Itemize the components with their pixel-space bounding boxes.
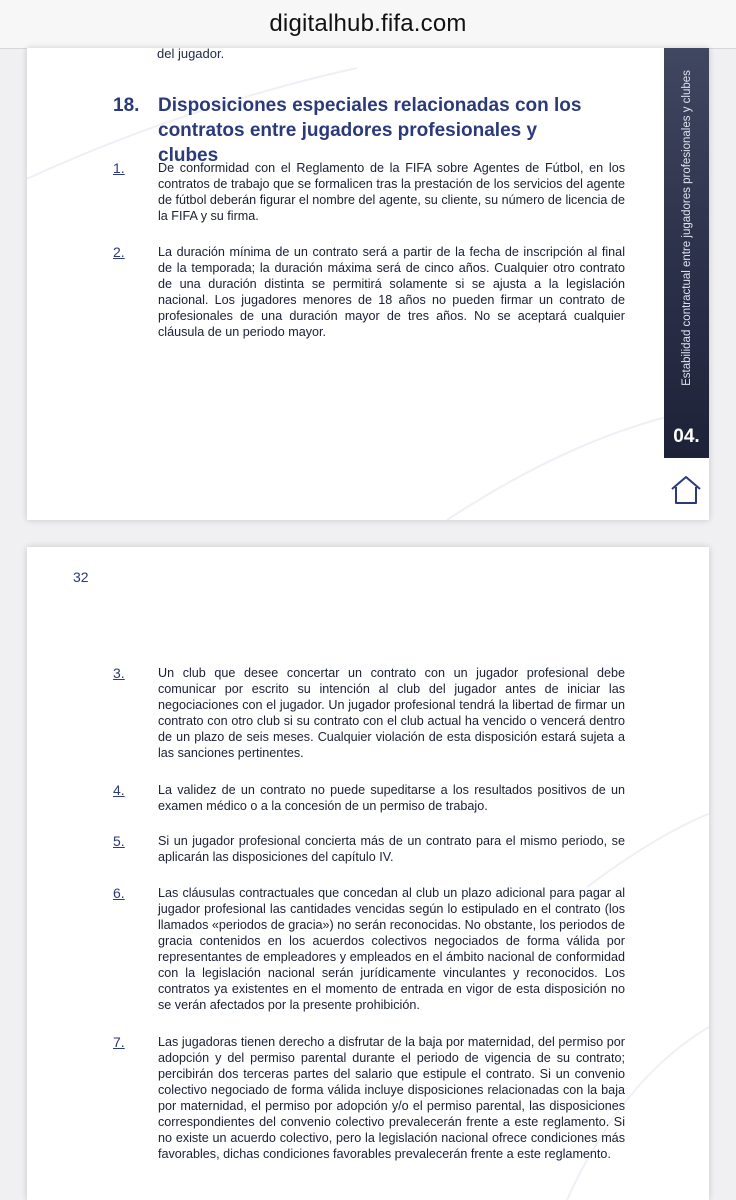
section-number: 18. bbox=[113, 95, 140, 116]
section-title: Disposiciones especiales relacionadas con los contratos entre jugadores profesionales y clubes bbox=[158, 95, 582, 166]
article-number-link[interactable]: 3. bbox=[113, 665, 125, 681]
article-number-link[interactable]: 4. bbox=[113, 782, 125, 798]
article-number-link[interactable]: 5. bbox=[113, 833, 125, 849]
article-item bbox=[113, 885, 653, 1013]
home-icon[interactable] bbox=[669, 474, 703, 506]
browser-url-bar[interactable] bbox=[0, 0, 736, 49]
article-item bbox=[113, 665, 653, 761]
url-text: digitalhub.fifa.com bbox=[269, 10, 467, 37]
document-page-2 bbox=[27, 547, 709, 1200]
document-page-1 bbox=[27, 48, 709, 520]
article-number-link[interactable]: 1. bbox=[113, 160, 125, 176]
article-number-link[interactable]: 7. bbox=[113, 1034, 125, 1050]
article-text: De conformidad con el Reglamento de la FIFA sobre Agentes de Fútbol, en los contratos de trabajo que se formalicen tras la prestación de los servicios del agente de fútbol deberán figurar el nombre del agente, su cliente, su número de licencia de la FIFA y su firma. bbox=[158, 161, 625, 223]
chapter-sidebar bbox=[664, 48, 709, 458]
article-item bbox=[113, 782, 653, 814]
article-text: La validez de un contrato no puede supeditarse a los resultados positivos de un examen médico o a la concesión de un permiso de trabajo. bbox=[158, 783, 625, 813]
chapter-number: 04. bbox=[673, 426, 700, 447]
article-number-link[interactable]: 2. bbox=[113, 244, 125, 260]
article-text: La duración mínima de un contrato será a partir de la fecha de inscripción al final de la temporada; la duración máxima será de cinco años. Cualquier otro contrato de una duración distinta se permitirá solamente si se ajusta a la legislación nacional. Los jugadores menores de 18 años no pueden firmar un contrato de profesionales de una duración mayor de tres años. No se aceptará cualquier cláusula de un periodo mayor. bbox=[158, 245, 625, 339]
article-item bbox=[113, 244, 653, 340]
article-text: Si un jugador profesional concierta más de un contrato para el mismo periodo, se aplicarán las disposiciones del capítulo IV. bbox=[158, 834, 625, 864]
article-text: Un club que desee concertar un contrato con un jugador profesional debe comunicar por escrito su intención al club del jugador antes de iniciar las negociaciones con el jugador. Un jugador profesional tendrá la libertad de firmar un contrato con otro club si su contrato con el club actual ha vencido o vencerá dentro de un plazo de seis meses. Cualquier violación de esta disposición estará sujeta a las sanciones pertinentes. bbox=[158, 666, 625, 760]
article-item bbox=[113, 833, 653, 865]
page-number: 32 bbox=[73, 569, 89, 585]
article-item bbox=[113, 1034, 653, 1162]
article-number-link[interactable]: 6. bbox=[113, 885, 125, 901]
article-text: Las cláusulas contractuales que concedan al club un plazo adicional para pagar al jugador profesional las cantidades vencidas según lo estipulado en el contrato (los llamados «periodos de gracia») no serán reconocidas. No obstante, los periodos de gracia contenidos en los acuerdos colectivos negociados de forma válida por representantes de empleadores y empleados en el ámbito nacional de conformidad con la legislación nacional serán jurídicamente vinculantes y reconocidos. Los contratos ya existentes en el momento de entrada en vigor de esta disposición no se verán afectados por la presente prohibición. bbox=[158, 886, 625, 1012]
article-item bbox=[113, 160, 653, 224]
chapter-title-vertical: Estabilidad contractual entre jugadores profesionales y clubes bbox=[680, 70, 693, 386]
text-fragment: del jugador. bbox=[157, 48, 225, 61]
article-text: Las jugadoras tienen derecho a disfrutar de la baja por maternidad, del permiso por adopción y del permiso parental durante el periodo de vigencia de su contrato; percibirán dos terceras partes del salario que estipule el contrato. Si un convenio colectivo negociado de forma válida incluye disposiciones relacionadas con la baja por maternidad, el permiso por adopción y/o el permiso parental, las disposiciones correspondientes del convenio colectivo prevalecerán frente a este reglamento. Si no existe un acuerdo colectivo, pero la legislación nacional ofrece condiciones más favorables, dichas condiciones favorables prevalecerán frente a este reglamento. bbox=[158, 1035, 625, 1161]
